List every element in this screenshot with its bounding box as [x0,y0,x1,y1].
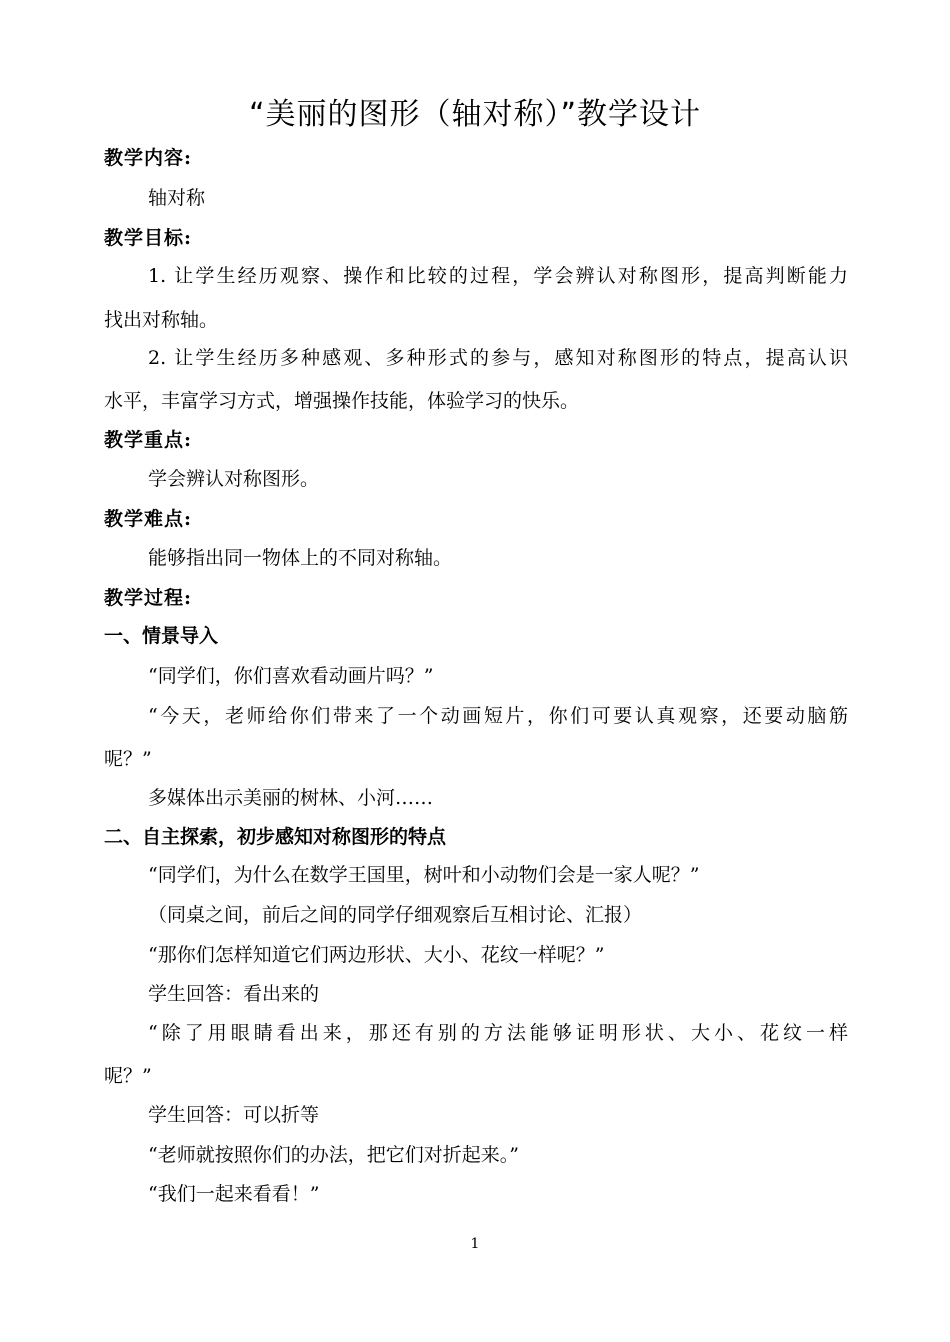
objective-2-line-2: 水平，丰富学习方式，增强操作技能，体验学习的快乐。 [104,390,580,412]
objective-2-line-1: 2. 让学生经历多种感观、多种形式的参与，感知对称图形的特点，提高认识 [148,347,848,369]
section-2-paragraph-2: （同桌之间，前后之间的同学仔细观察后互相讨论、汇报） [148,904,643,926]
difficulty-heading: 教学难点: [104,508,193,530]
objectives-heading: 教学目标: [104,227,193,249]
section-1-paragraph-2-line-1: “今天，老师给你们带来了一个动画短片，你们可要认真观察，还要动脑筋 [148,705,848,727]
section-1-paragraph-3: 多媒体出示美丽的树林、小河…… [148,787,434,809]
process-heading: 教学过程: [104,587,193,609]
section-2-paragraph-5-line-1: “除了用眼睛看出来，那还有别的方法能够证明形状、大小、花纹一样 [148,1022,848,1044]
section-2-title: 二、自主探索，初步感知对称图形的特点 [104,826,447,848]
key-point-heading: 教学重点: [104,429,193,451]
section-1-title: 一、情景导入 [104,625,219,647]
section-2-paragraph-4: 学生回答：看出来的 [148,983,320,1005]
content-heading: 教学内容: [104,147,193,169]
section-2-paragraph-8: “我们一起来看看！” [148,1183,320,1205]
document-title: “美丽的图形（轴对称）”教学设计 [248,97,702,132]
key-point-text: 学会辨认对称图形。 [148,468,320,490]
objective-1-line-2: 找出对称轴。 [104,309,219,331]
objective-1-line-1: 1. 让学生经历观察、操作和比较的过程，学会辨认对称图形，提高判断能力 [148,265,848,287]
section-2-paragraph-5-line-2: 呢？” [104,1065,152,1087]
section-1-paragraph-1: “同学们，你们喜欢看动画片吗？” [148,665,434,687]
content-text: 轴对称 [148,187,206,209]
section-2-paragraph-1: “同学们，为什么在数学王国里，树叶和小动物们会是一家人呢？” [148,864,700,886]
page-number: 1 [470,1236,480,1252]
section-2-paragraph-6: 学生回答：可以折等 [148,1104,320,1126]
difficulty-text: 能够指出同一物体上的不同对称轴。 [148,547,453,569]
section-1-paragraph-2-line-2: 呢？” [104,748,152,770]
section-2-paragraph-3: “那你们怎样知道它们两边形状、大小、花纹一样呢？” [148,944,605,966]
section-2-paragraph-7: “老师就按照你们的办法，把它们对折起来。” [148,1144,519,1166]
